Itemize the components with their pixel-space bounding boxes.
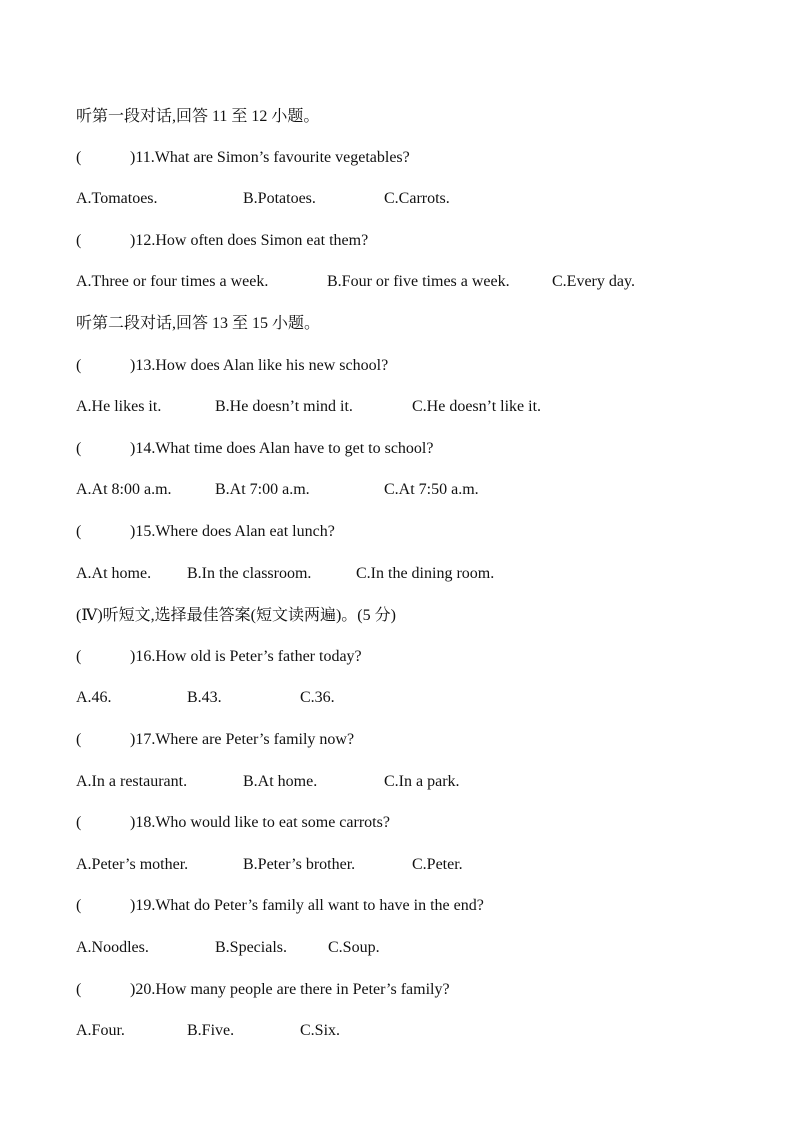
option-a: A.At 8:00 a.m. — [76, 481, 172, 498]
option-a: A.Peter’s mother. — [76, 856, 189, 873]
option-b: B.Five. — [187, 1022, 235, 1039]
option-a: A.Three or four times a week. — [76, 273, 269, 290]
answer-blank: ( — [76, 232, 82, 249]
option-c: C.In a park. — [384, 773, 460, 790]
question-text: )19.What do Peter’s family all want to have in the end? — [130, 897, 484, 914]
answer-blank: ( — [76, 440, 82, 457]
option-b: B.Potatoes. — [243, 190, 316, 207]
question-text: )11.What are Simon’s favourite vegetables? — [130, 149, 410, 166]
answer-blank: ( — [76, 357, 82, 374]
question-text: )12.How often does Simon eat them? — [130, 232, 369, 249]
answer-blank: ( — [76, 149, 82, 166]
option-b: B.In the classroom. — [187, 565, 312, 582]
answer-blank: ( — [76, 731, 82, 748]
question-15 — [76, 521, 335, 543]
section-heading: 听第二段对话,回答 13 至 15 小题。 — [76, 315, 321, 332]
option-c: C.Peter. — [412, 856, 463, 873]
question-text: )17.Where are Peter’s family now? — [130, 731, 355, 748]
question-13 — [76, 355, 388, 377]
question-16 — [76, 646, 362, 668]
option-b: B.43. — [187, 689, 222, 706]
option-a: A.At home. — [76, 565, 152, 582]
option-c: C.At 7:50 a.m. — [384, 481, 479, 498]
option-b: B.Specials. — [215, 939, 287, 956]
answer-blank: ( — [76, 981, 82, 998]
option-b: B.At home. — [243, 773, 318, 790]
option-c: C.Soup. — [328, 939, 380, 956]
option-c: C.Every day. — [552, 273, 635, 290]
question-text: )20.How many people are there in Peter’s family? — [130, 981, 450, 998]
option-c: C.He doesn’t like it. — [412, 398, 542, 415]
option-b: B.He doesn’t mind it. — [215, 398, 353, 415]
question-11 — [76, 147, 410, 169]
option-a: A.Tomatoes. — [76, 190, 158, 207]
option-c: C.36. — [300, 689, 335, 706]
section-heading: 听第一段对话,回答 11 至 12 小题。 — [76, 108, 320, 125]
question-14 — [76, 438, 433, 460]
option-a: A.He likes it. — [76, 398, 162, 415]
question-17 — [76, 729, 354, 751]
answer-blank: ( — [76, 648, 82, 665]
option-a: A.In a restaurant. — [76, 773, 188, 790]
option-c: C.Carrots. — [384, 190, 450, 207]
question-20 — [76, 979, 450, 1001]
question-text: )13.How does Alan like his new school? — [130, 357, 389, 374]
option-b: B.Four or five times a week. — [327, 273, 510, 290]
answer-blank: ( — [76, 523, 82, 540]
option-a: A.Noodles. — [76, 939, 149, 956]
question-text: )16.How old is Peter’s father today? — [130, 648, 362, 665]
option-c: C.Six. — [300, 1022, 341, 1039]
question-18 — [76, 812, 390, 834]
question-12 — [76, 230, 368, 252]
answer-blank: ( — [76, 897, 82, 914]
question-text: )15.Where does Alan eat lunch? — [130, 523, 335, 540]
section-heading: (Ⅳ)听短文,选择最佳答案(短文读两遍)。(5 分) — [76, 607, 396, 624]
question-text: )18.Who would like to eat some carrots? — [130, 814, 390, 831]
option-a: A.46. — [76, 689, 112, 706]
option-b: B.At 7:00 a.m. — [215, 481, 310, 498]
question-text: )14.What time does Alan have to get to school? — [130, 440, 434, 457]
option-b: B.Peter’s brother. — [243, 856, 356, 873]
question-19 — [76, 895, 484, 917]
option-c: C.In the dining room. — [356, 565, 495, 582]
answer-blank: ( — [76, 814, 82, 831]
option-a: A.Four. — [76, 1022, 125, 1039]
